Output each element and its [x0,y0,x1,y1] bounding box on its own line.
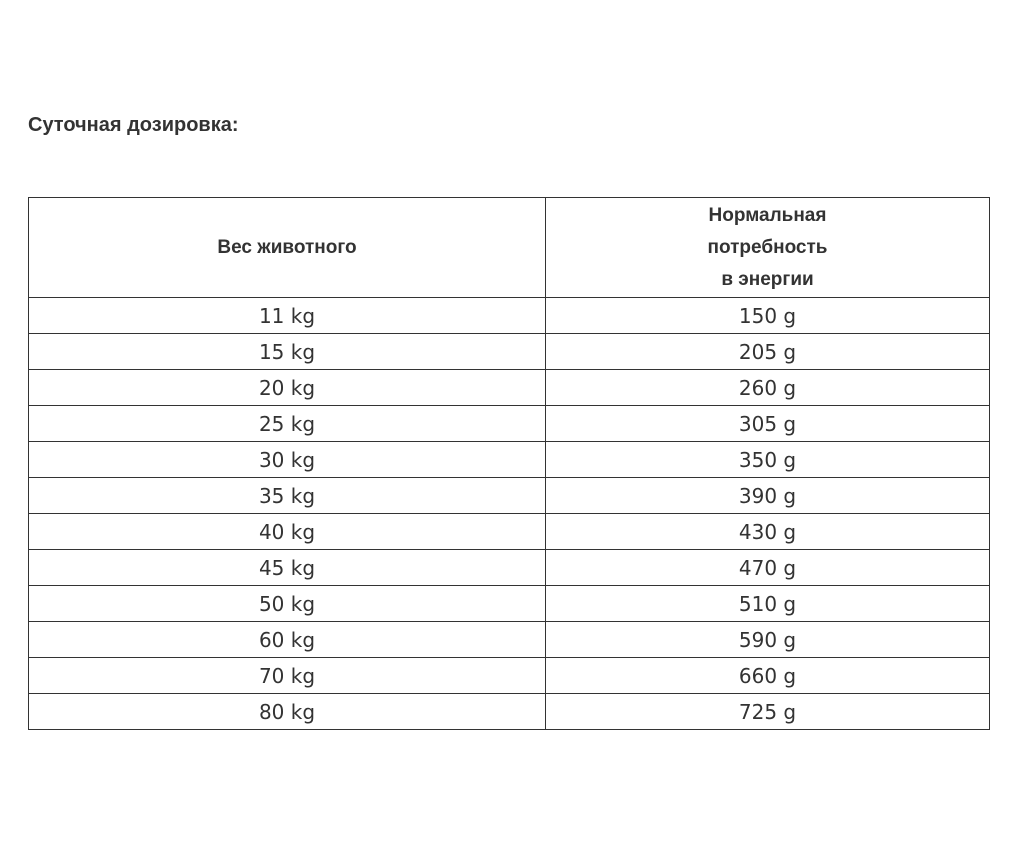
cell-amount: 305 g [546,406,990,442]
cell-weight: 20 kg [29,370,546,406]
cell-amount: 350 g [546,442,990,478]
cell-weight: 50 kg [29,586,546,622]
table-row [29,478,990,514]
table-row [29,334,990,370]
cell-amount: 390 g [546,478,990,514]
table-row [29,514,990,550]
cell-weight: 45 kg [29,550,546,586]
cell-amount: 725 g [546,694,990,730]
table-row [29,442,990,478]
cell-amount: 510 g [546,586,990,622]
cell-weight: 60 kg [29,622,546,658]
cell-amount: 260 g [546,370,990,406]
cell-amount: 430 g [546,514,990,550]
cell-weight: 35 kg [29,478,546,514]
cell-amount: 660 g [546,658,990,694]
table-row [29,586,990,622]
cell-amount: 150 g [546,298,990,334]
table-row [29,658,990,694]
table-header-row [29,198,990,298]
table-row [29,298,990,334]
table-row [29,370,990,406]
cell-weight: 30 kg [29,442,546,478]
dosage-table [28,197,990,730]
header-energy-line-1: Нормальная [708,204,827,226]
header-energy-line-3: в энергии [721,268,814,290]
cell-weight: 70 kg [29,658,546,694]
cell-weight: 11 kg [29,298,546,334]
table-row [29,694,990,730]
cell-weight: 15 kg [29,334,546,370]
table-row [29,622,990,658]
table-row [29,406,990,442]
cell-weight: 40 kg [29,514,546,550]
page-heading: Суточная дозировка: [28,114,239,136]
table-row [29,550,990,586]
header-energy [546,198,990,298]
cell-amount: 470 g [546,550,990,586]
header-energy-line-2: потребность [707,236,828,258]
cell-amount: 590 g [546,622,990,658]
header-weight: Вес животного [29,198,546,298]
cell-weight: 80 kg [29,694,546,730]
cell-weight: 25 kg [29,406,546,442]
cell-amount: 205 g [546,334,990,370]
